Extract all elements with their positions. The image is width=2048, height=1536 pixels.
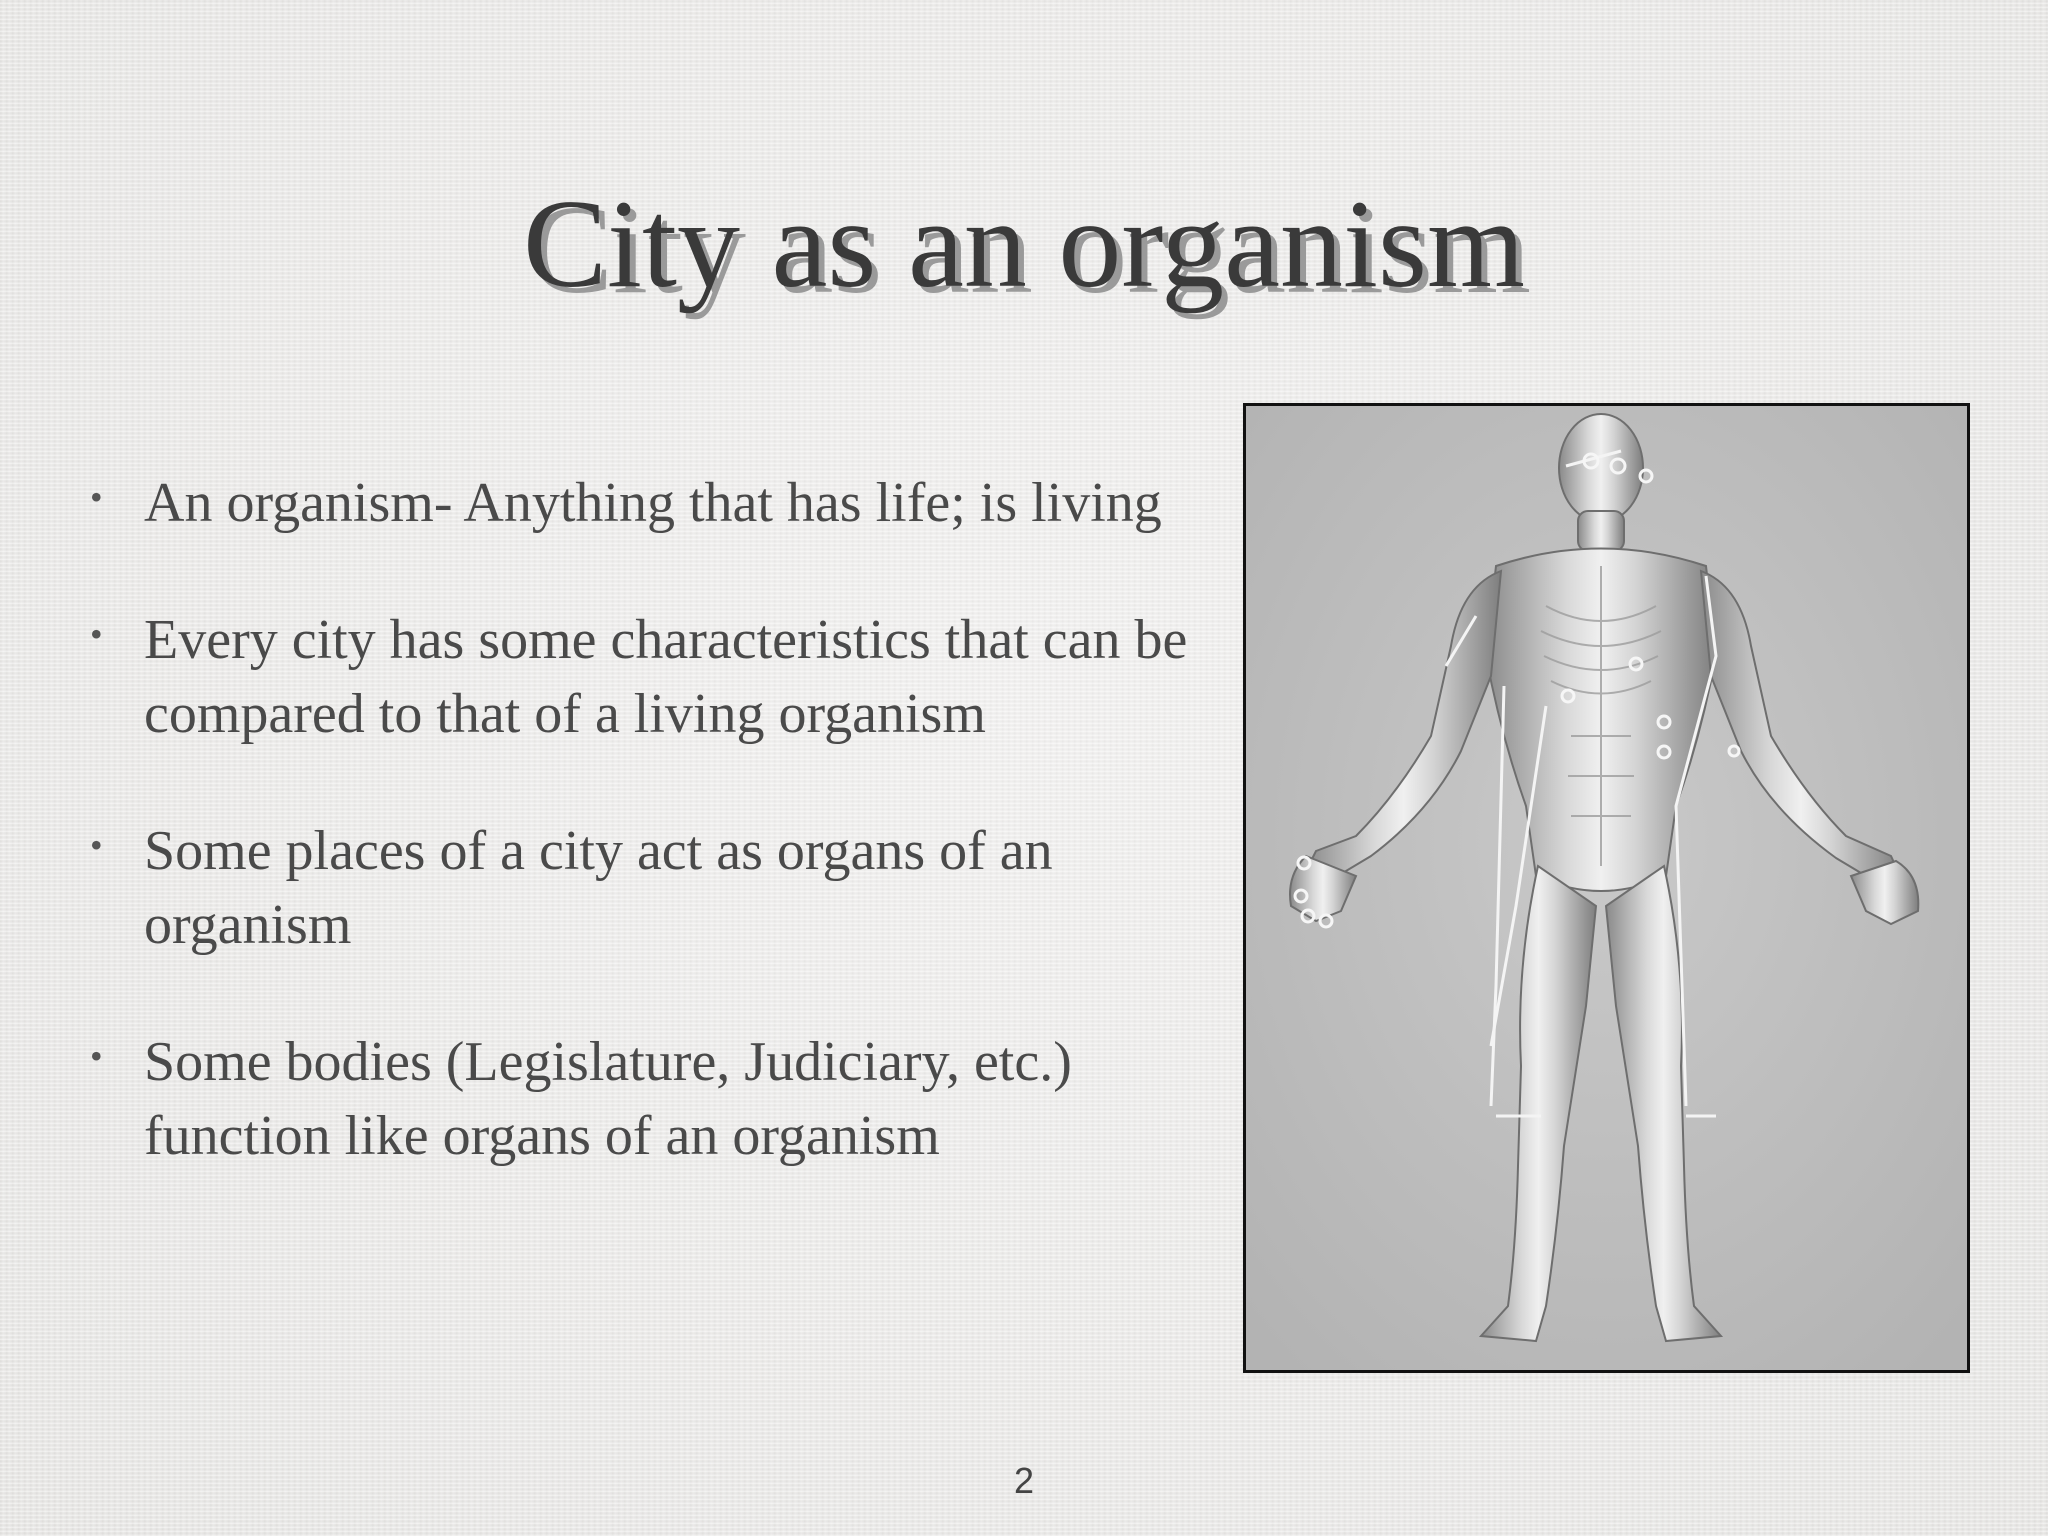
slide-title: City as an organism [522, 175, 1526, 314]
bullet-text: Some places of a city act as organs of an organism [144, 820, 1053, 956]
bullet-list [90, 466, 1200, 1236]
bullet-text: An organism- Anything that has life; is living [144, 472, 1162, 534]
bullet-dot-icon: • [90, 1036, 103, 1076]
bullet-text: Every city has some characteristics that can be compared to that of a living organism [144, 609, 1188, 745]
bullet-item [90, 466, 1200, 540]
page-number: 2 [1013, 1460, 1035, 1501]
bullet-item [90, 603, 1200, 751]
anatomy-image-frame [1243, 403, 1970, 1373]
bullet-dot-icon: • [90, 477, 103, 517]
bullet-item [90, 814, 1200, 962]
bullet-text: Some bodies (Legislature, Judiciary, etc.) function like organs of an organism [144, 1031, 1072, 1167]
bullet-dot-icon: • [90, 825, 103, 865]
bullet-dot-icon: • [90, 614, 103, 654]
bullet-item [90, 1025, 1200, 1173]
human-anatomy-figure-icon [1246, 406, 1967, 1370]
